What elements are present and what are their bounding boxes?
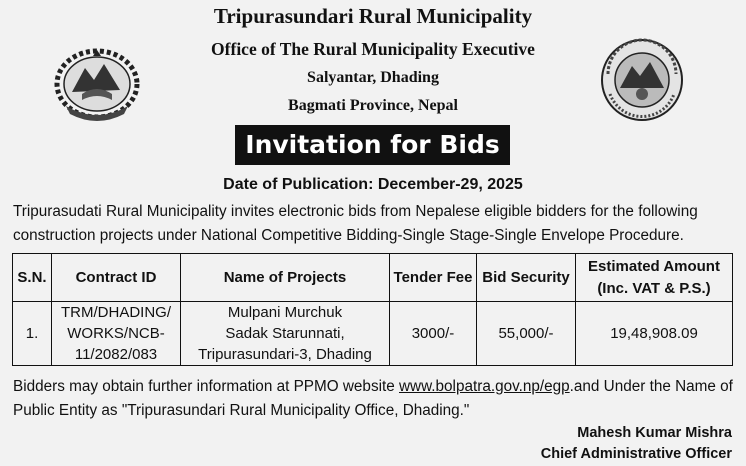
project-line: Mulpani Murchuk [227,304,343,321]
cell-sn: 1. [13,302,52,366]
amount-header-line2: (Inc. VAT & P.S.) [597,279,711,297]
signatory-title: Chief Administrative Officer [540,446,732,462]
contract-id-line: TRM/DHADING/ [61,304,171,321]
location: Salyantar, Dhading [307,69,439,86]
col-project: Name of Projects [181,254,390,302]
signatory-name: Mahesh Kumar Mishra [577,425,732,441]
footer-paragraph [13,375,738,423]
col-bid-security: Bid Security [477,254,576,302]
table-row [13,302,733,366]
cell-contract-id [52,302,181,366]
cell-amount: 19,48,908.09 [576,302,733,366]
footer-text-before: Bidders may obtain further information at PPMO website [13,378,399,395]
table-header-row [13,254,733,302]
project-line: Tripurasundari-3, Dhading [198,346,372,363]
cell-project [181,302,390,366]
municipality-name: Tripurasundari Rural Municipality [213,4,533,28]
col-tender-fee: Tender Fee [390,254,477,302]
cell-tender-fee: 3000/- [390,302,477,366]
col-estimated-amount [576,254,733,302]
office-name: Office of The Rural Municipality Executive [211,39,535,59]
publication-date: Date of Publication: December-29, 2025 [223,176,523,193]
project-line: Sadak Starunnati, [225,325,345,342]
invitation-banner: Invitation for Bids [235,125,510,165]
contract-id-line: WORKS/NCB- [67,325,165,342]
col-contract-id: Contract ID [52,254,181,302]
footer-text-after: .and Under the Name of Public Entity as "Tripurasundari Rural Municipality Office, Dhading." [13,378,733,419]
amount-header-line1: Estimated Amount [588,257,720,275]
intro-paragraph: Tripurasudati Rural Municipality invites electronic bids from Nepalese eligible bidders for the following construction projects under National Competitive Bidding-Single Stage-Single Envelope Procedure. [13,203,698,244]
cell-bid-security: 55,000/- [477,302,576,366]
contract-id-line: 11/2082/083 [74,346,158,363]
ppmo-website-link[interactable]: www.bolpatra.gov.np/egp [399,378,570,395]
col-sn: S.N. [13,254,52,302]
province: Bagmati Province, Nepal [288,97,458,114]
bids-table [12,253,733,366]
